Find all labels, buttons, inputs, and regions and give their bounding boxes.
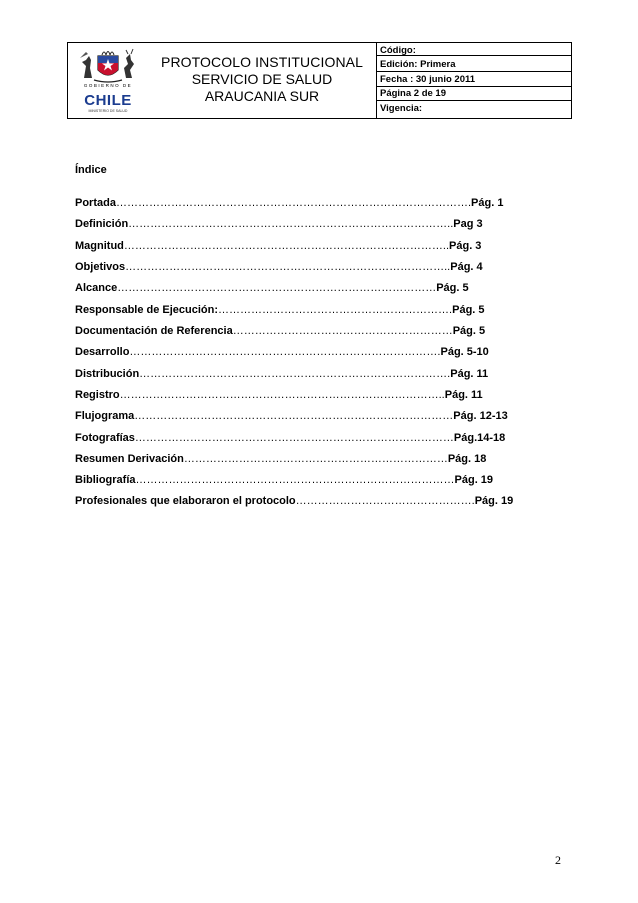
toc-entry-portada: Portada ……………………………………………………………………………………. Pág. 1 [75,197,504,209]
logo-cell [68,43,148,118]
toc-entry-documentacion: Documentación de Referencia …………………………………………………… Pág. 5 [75,325,486,337]
toc-entry-profesionales: Profesionales que elaboraron el protocolo …………………………………………. Pág. 19 [75,495,514,507]
header-title-line2: SERVICIO DE SALUD [191,70,333,87]
toc-entry-magnitud: Magnitud …………………………………………………………………………….. Pág. 3 [75,240,482,252]
toc-entry-bibliografia: Bibliografía …………………………………………………………………………… Pág. 19 [75,474,494,486]
header-title-line3: ARAUCANIA SUR [204,87,320,104]
toc-entry-fotografias: Fotografías …………………………………………………………………………… Pág.14-18 [75,432,506,444]
logo-main-text: CHILE [84,92,132,109]
logo-top-text: GOBIERNO DE [83,83,133,88]
header-title-cell [148,43,376,118]
toc-entry-objetivos: Objetivos …………………………………………………………………………….. Pág. 4 [75,261,483,273]
coat-of-arms-icon [76,48,140,84]
toc-entry-flujograma: Flujograma …………………………………………………………………………… Pág. 12-13 [75,410,508,422]
meta-codigo: Código: [377,43,572,56]
toc-entry-desarrollo: Desarrollo …………………………………………………………………………. Pág. 5-10 [75,346,489,358]
meta-fecha: Fecha : 30 junio 2011 [377,72,572,87]
toc-entry-registro: Registro …………………………………………………………………………….. Pág. 11 [75,389,483,401]
meta-edicion: Edición: Primera [377,56,572,72]
logo-bottom-text: MINISTERIO DE SALUD [88,109,128,113]
document-header [67,42,572,119]
header-meta-cell [376,43,572,118]
toc-entry-alcance: Alcance …………………………………………………………………………… Pág. 5 [75,282,469,294]
meta-pagina: Página 2 de 19 [377,87,572,101]
toc-entry-resumen-derivacion: Resumen Derivación ……………………………………………………………… Pág. 18 [75,453,487,465]
page-number: 2 [555,853,561,867]
header-title-line1: PROTOCOLO INSTITUCIONAL [161,53,363,70]
toc-entry-definicion: Definición …………………………………………………………………………….. Pag 3 [75,218,483,230]
toc-entry-distribucion: Distribución …………………………………………………………………………. Pág. 11 [75,368,489,380]
index-title: Índice [75,164,107,176]
meta-vigencia: Vigencia: [380,103,423,114]
toc-entry-responsable: Responsable de Ejecución: ………………………………………………………. Pág. 5 [75,304,485,316]
